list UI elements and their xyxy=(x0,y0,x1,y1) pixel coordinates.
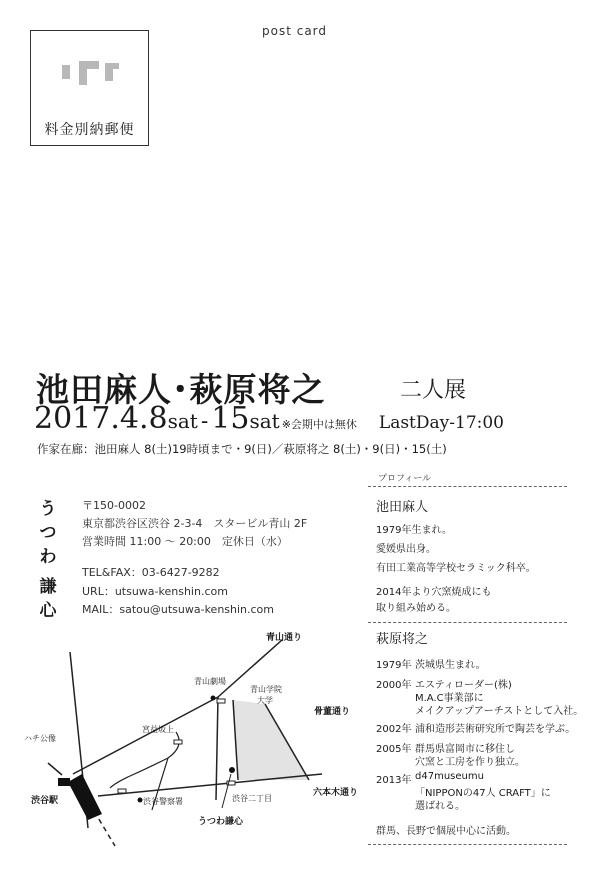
artist2-bio-year: 2005年 xyxy=(376,744,412,755)
gallery-name-vertical xyxy=(37,497,59,623)
date-end: 15 xyxy=(211,401,250,436)
artist-attendance: 作家在廊：池田麻人 8(土)19時頃まで・9(日)／萩原将之 8(土)・9(日)・15(土) xyxy=(37,442,447,456)
map-label-shibuya-2chome: 渋谷二丁目 xyxy=(232,794,272,803)
date-start-day: sat xyxy=(167,409,198,433)
artist2-name: 萩原将之 xyxy=(376,632,429,647)
map-label-hachiko: ハチ公像 xyxy=(24,734,56,743)
gallery-name-char: わ xyxy=(39,547,57,567)
map-aoyama-gakuin-area xyxy=(233,700,309,780)
date-start: 2017.4.8 xyxy=(34,401,168,436)
profile-divider xyxy=(368,844,567,845)
access-map xyxy=(20,628,365,862)
shop-location-icon xyxy=(229,767,235,773)
map-label-aoyama-dori: 青山通り xyxy=(266,633,303,643)
gallery-address: 東京都渋谷区渋谷 2-3-4 スタービル青山 2F xyxy=(82,517,308,530)
artist2-bio-text: 「NIPPONの47人 CRAFT」に xyxy=(415,788,551,799)
profile-header: プロフィール xyxy=(378,474,432,484)
exhibition-dates xyxy=(34,401,504,436)
theater-dot-icon xyxy=(211,696,216,701)
last-day-time: LastDay-17:00 xyxy=(378,413,504,433)
map-label-kotto-dori: 骨董通り xyxy=(314,707,351,717)
artist1-bio-line: 2014年より穴窯焼成にも xyxy=(376,587,492,598)
map-label-roppongi-dori: 六本木通り xyxy=(313,788,359,798)
profile-divider xyxy=(368,622,567,623)
artist1-bio-line: 有田工業高等学校セラミック科卒。 xyxy=(376,563,536,574)
postage-mark-icon xyxy=(57,53,123,97)
date-separator: - xyxy=(200,409,209,434)
map-road xyxy=(48,763,62,775)
map-leader-line xyxy=(222,774,231,808)
postcard-label: post card xyxy=(262,24,328,38)
postage-paid-label: 料金別納郵便 xyxy=(44,122,135,138)
map-road xyxy=(110,732,179,788)
artist1-bio-line: 愛媛県出身。 xyxy=(376,544,436,555)
gallery-name-char: 心 xyxy=(39,601,57,621)
artist2-bio-text: メイクアップアーチストとして入社。 xyxy=(415,706,584,717)
date-end-day: sat xyxy=(249,409,280,433)
map-roads xyxy=(20,628,365,862)
gallery-name-char: つ xyxy=(39,523,57,543)
artist2-bio-year: 1979年 xyxy=(376,660,412,671)
map-label-aoyama-gakuin: 青山学院 xyxy=(250,685,282,694)
map-road xyxy=(73,697,218,774)
map-label-shop: うつわ謙心 xyxy=(198,817,244,827)
map-label-miyamasuzaka: 宮益坂上 xyxy=(142,725,174,734)
artist2-bio-year: 2000年 xyxy=(376,680,412,691)
artist2-bio-year: 2002年 xyxy=(376,724,412,735)
artist2-bio-text: エスティローダー(株) xyxy=(415,680,512,691)
exhibition-type: 二人展 xyxy=(400,378,467,403)
artist2-bio-text: 浦和造形芸術研究所で陶芸を学ぶ。 xyxy=(415,724,576,735)
police-dot-icon xyxy=(138,798,143,803)
crossing-icon xyxy=(118,789,126,793)
artist2-bio-text: d47museumu xyxy=(415,771,484,782)
map-label-aoyama-gekijo: 青山劇場 xyxy=(194,677,226,686)
map-label-daigaku: 大学 xyxy=(257,696,273,705)
artist1-bio-line: 1979年生まれ。 xyxy=(376,525,453,536)
gallery-name-char: う xyxy=(39,499,57,519)
artist2-bio-text: 穴窯と工房を作り独立。 xyxy=(415,757,525,768)
no-holiday-note: ※会期中は無休 xyxy=(281,418,357,431)
map-label-police: 渋谷警察署 xyxy=(143,797,183,806)
map-station-block xyxy=(68,774,102,820)
artist2-closing: 群馬、長野で個展中心に活動。 xyxy=(376,826,516,837)
artist2-bio-text: M.A.C事業部に xyxy=(415,693,484,704)
map-station-block xyxy=(58,778,70,786)
crossing-icon xyxy=(217,699,225,703)
artist1-name: 池田麻人 xyxy=(376,500,429,515)
gallery-url[interactable]: URL：utsuwa-kenshin.com xyxy=(82,585,228,598)
profile-divider xyxy=(368,486,567,487)
artist2-bio-text: 選ばれる。 xyxy=(415,801,465,812)
gallery-name-char: 謙 xyxy=(39,577,57,597)
gallery-hours: 営業時間 11:00 ～ 20:00 定休日（水） xyxy=(82,535,288,548)
gallery-tel: TEL&FAX：03-6427-9282 xyxy=(82,566,220,579)
crossing-icon xyxy=(174,740,182,744)
map-label-shibuya-station: 渋谷駅 xyxy=(31,796,59,806)
map-road xyxy=(98,774,322,796)
artist2-bio-year: 2013年 xyxy=(376,775,412,786)
gallery-mail[interactable]: MAIL：satou@utsuwa-kenshin.com xyxy=(82,603,275,616)
exhibition-title: 池田麻人･萩原将之 xyxy=(36,370,326,409)
artist2-bio-text: 群馬県富岡市に移住し xyxy=(415,744,515,755)
postage-paid-box xyxy=(30,30,149,146)
gallery-postal-code: 〒150-0002 xyxy=(82,499,146,512)
artist1-bio-line: 取り組み始める。 xyxy=(376,603,456,614)
artist2-bio-text: 茨城県生まれ。 xyxy=(415,660,486,671)
